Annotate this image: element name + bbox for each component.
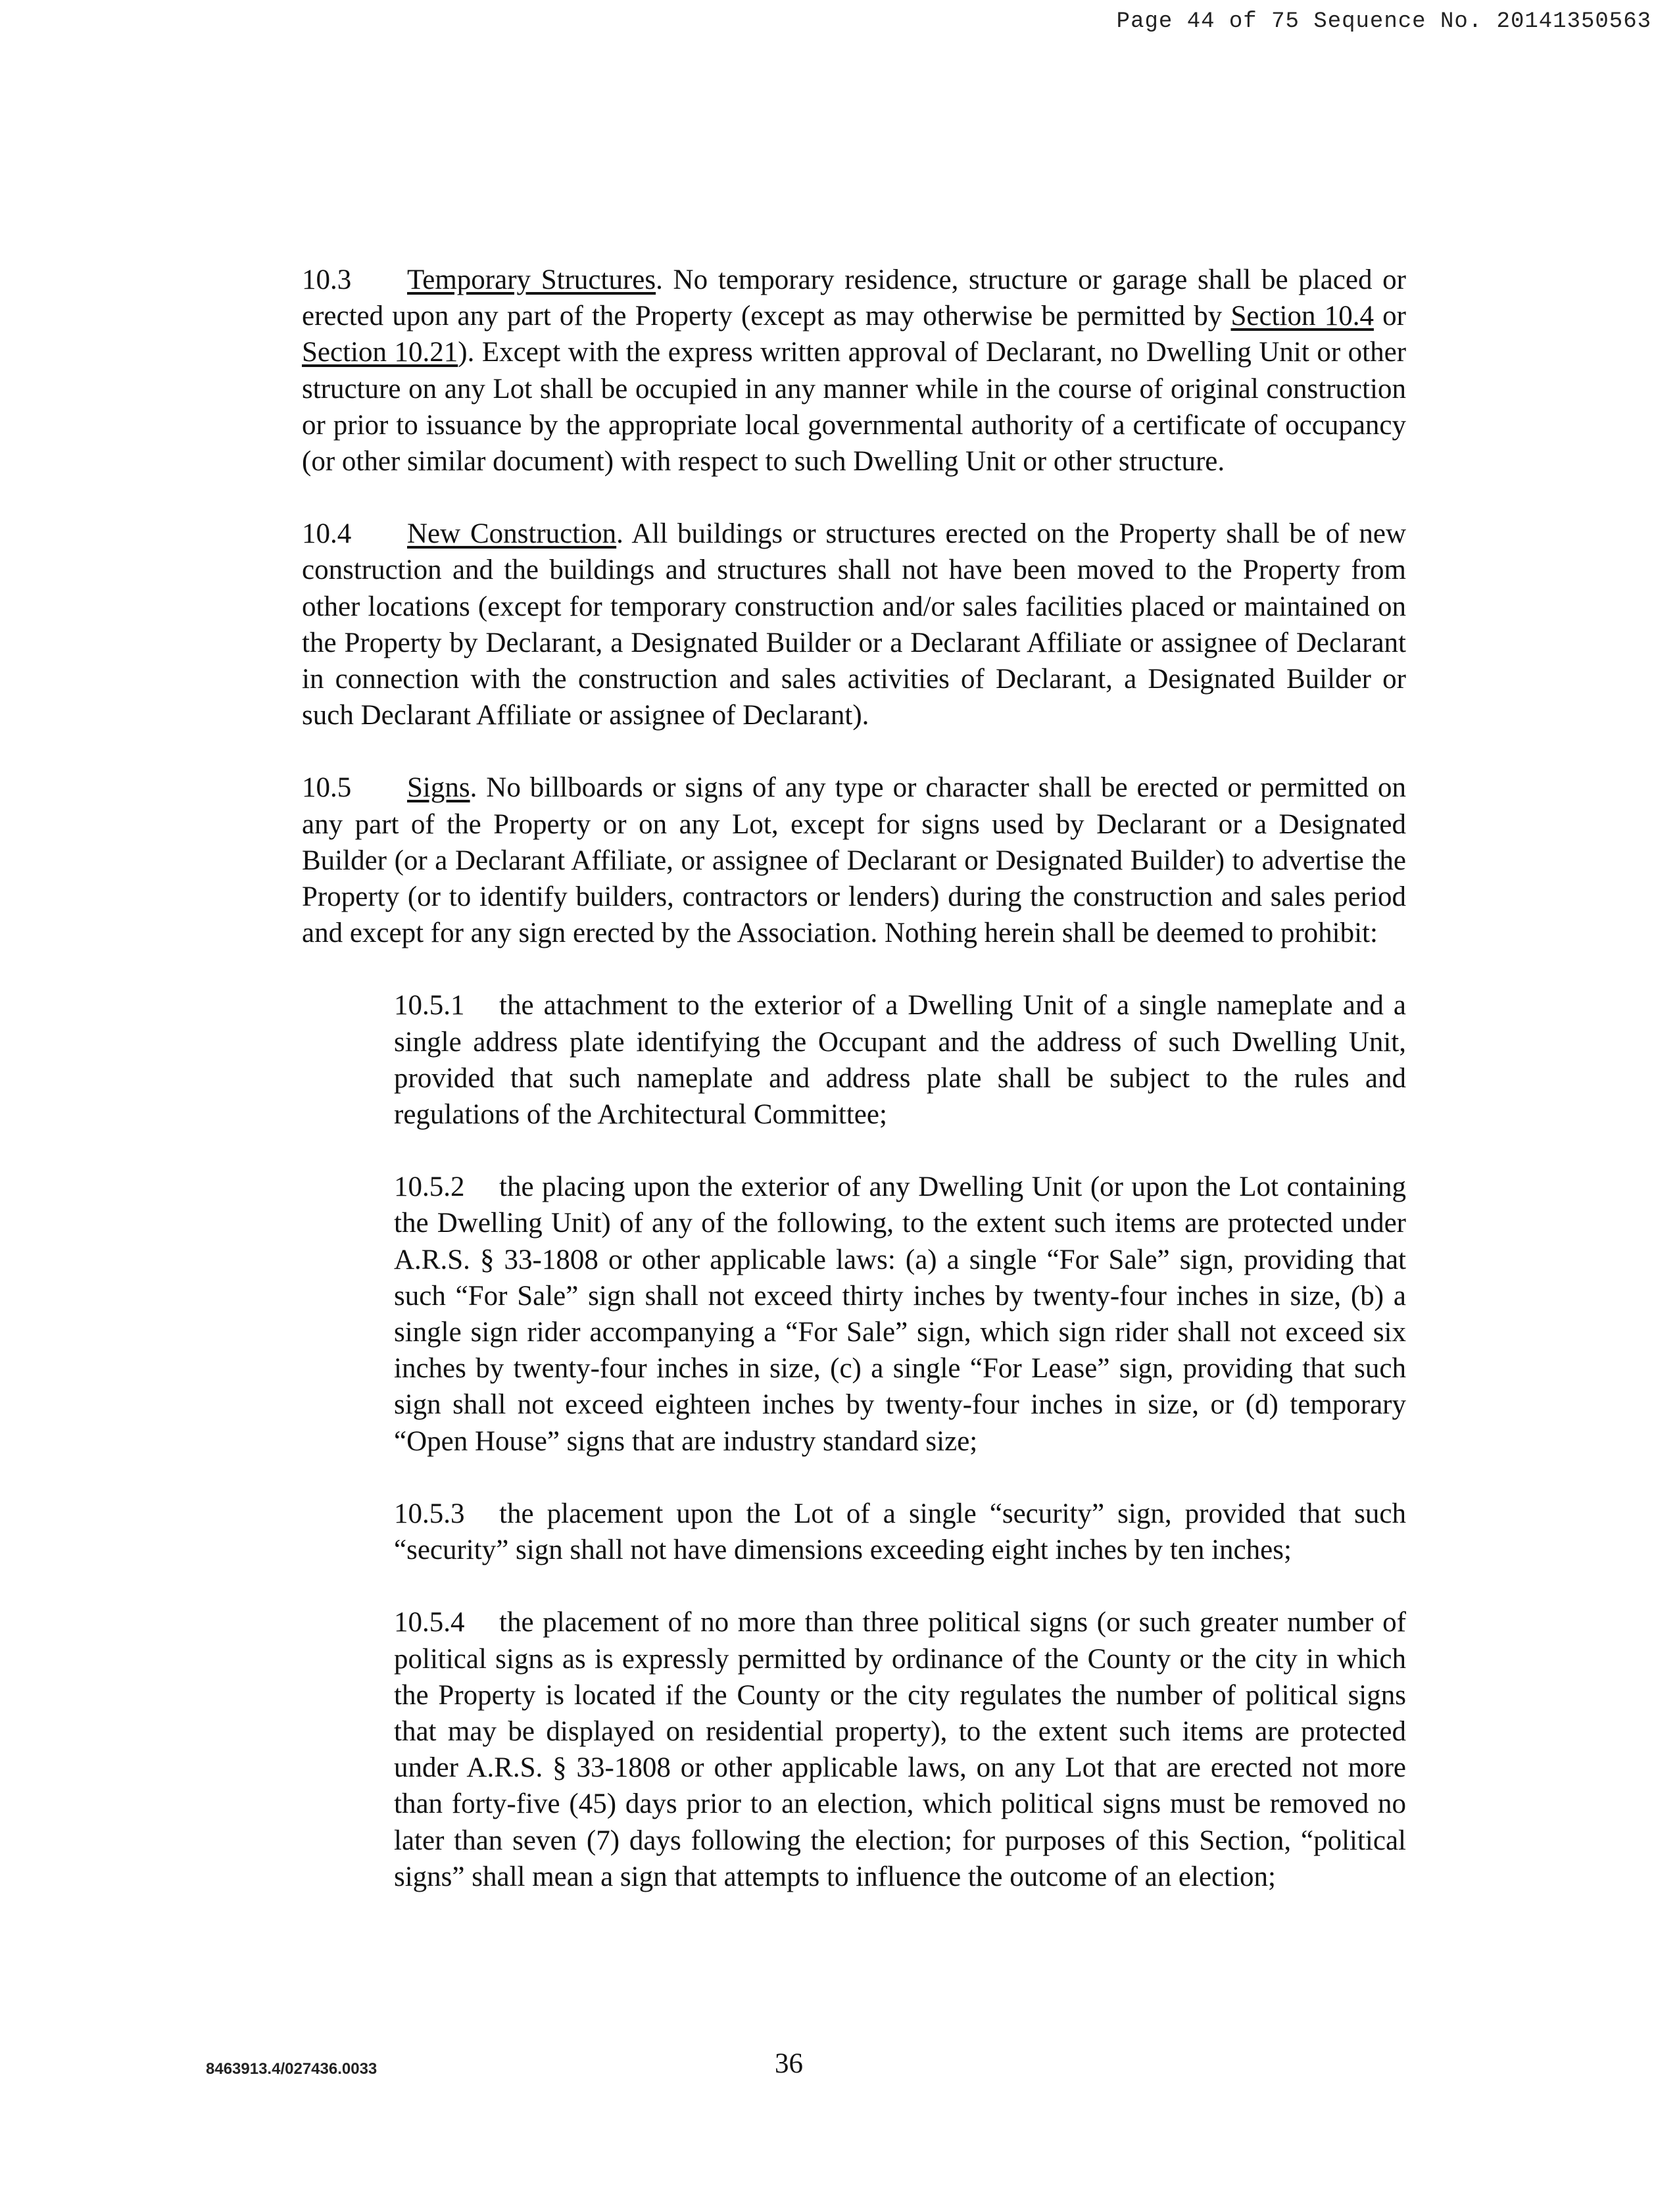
document-id: 8463913.4/027436.0033: [206, 2060, 377, 2078]
subsection-10-5-4: [394, 1604, 1406, 1895]
section-10-5: [302, 770, 1406, 951]
subsection-10-5-2: [394, 1169, 1406, 1460]
subsection-number: 10.5.3: [394, 1498, 465, 1529]
subsection-text: the placement upon the Lot of a single “security” sign, provided that such “security” sign shall not have dimensions exceeding eight inches by ten inches;: [394, 1498, 1406, 1566]
section-number: 10.5: [302, 772, 352, 804]
subsection-text: the placement of no more than three political signs (or such greater number of political signs as is expressly permitted by ordinance of the County or the city in which the Property is located if the County or the city regulates the number of political signs that may be displayed on residential property), to the extent such items are protected under A.R.S. § 33-1808 or other applicable laws, on any Lot that are erected not more than forty-five (45) days prior to an election, which political signs must be removed no later than seven (7) days following the election; for purposes of this Section, “political signs” shall mean a sign that attempts to influence the outcome of an election;: [394, 1607, 1406, 1892]
section-title: New Construction: [407, 518, 617, 550]
section-text: . No temporary residence, structure or garage shall be placed or erected upon any part of the Property (except as may otherwise be permitted by: [302, 264, 1406, 332]
subsection-text: the placing upon the exterior of any Dwelling Unit (or upon the Lot containing the Dwelling Unit) of any of the following, to the extent such items are protected under A.R.S. § 33-1808 or other applicable laws: (a) a single “For Sale” sign, providing that such “For Sale” sign shall not exceed thirty inches by twenty-four inches in size, (b) a single sign rider accompanying a “For Sale” sign, which sign rider shall not exceed six inches by twenty-four inches in size, (c) a single “For Lease” sign, providing that such sign shall not exceed eighteen inches by twenty-four inches in size, or (d) temporary “Open House” signs that are industry standard size;: [394, 1171, 1406, 1457]
section-number: 10.4: [302, 518, 352, 550]
page-number: 36: [775, 2048, 803, 2079]
section-text: ). Except with the express written approval of Declarant, no Dwelling Unit or other structure on any Lot shall be occupied in any manner while in the course of original construction or prior to issuance by the appropriate local governmental authority of a certificate of occupancy (or other similar document) with respect to such Dwelling Unit or other structure.: [302, 337, 1407, 478]
section-reference-10-4: Section 10.4: [1230, 301, 1374, 332]
subsection-number: 10.5.2: [394, 1171, 465, 1203]
section-10-3: [302, 262, 1406, 479]
section-text: . All buildings or structures erected on the Property shall be of new construction and the buildings and structures shall not have been moved to the Property from other locations (except for temporary construction and/or sales facilities placed or maintained on the Property by Declarant, a Designated Builder or a Declarant Affiliate or assignee of Declarant in connection with the construction and sales activities of Declarant, a Designated Builder or such Declarant Affiliate or assignee of Declarant).: [302, 518, 1407, 731]
subsection-number: 10.5.1: [394, 990, 465, 1021]
section-title: Temporary Structures: [407, 264, 656, 295]
section-10-4: [302, 516, 1406, 733]
subsection-number: 10.5.4: [394, 1607, 465, 1638]
subsection-10-5-1: [394, 987, 1406, 1133]
subsection-10-5-3: [394, 1496, 1406, 1568]
section-reference-10-21: Section 10.21: [302, 337, 458, 368]
page-sequence-header: Page 44 of 75 Sequence No. 20141350563: [1116, 9, 1651, 34]
document-body: [206, 262, 1406, 1931]
section-text: or: [1373, 301, 1406, 332]
section-number: 10.3: [302, 264, 352, 295]
section-title: Signs: [407, 772, 470, 804]
section-text: . No billboards or signs of any type or character shall be erected or permitted on any part of the Property or on any Lot, except for signs used by Declarant or a Designated Builder (or a Declarant Affiliate, or assignee of Declarant or Designated Builder) to advertise the Property (or to identify builders, contractors or lenders) during the construction and sales period and except for any sign erected by the Association. Nothing herein shall be deemed to prohibit:: [302, 772, 1406, 949]
subsection-text: the attachment to the exterior of a Dwelling Unit of a single nameplate and a single address plate identifying the Occupant and the address of such Dwelling Unit, provided that such nameplate and address plate shall be subject to the rules and regulations of the Architectural Committee;: [394, 990, 1406, 1131]
